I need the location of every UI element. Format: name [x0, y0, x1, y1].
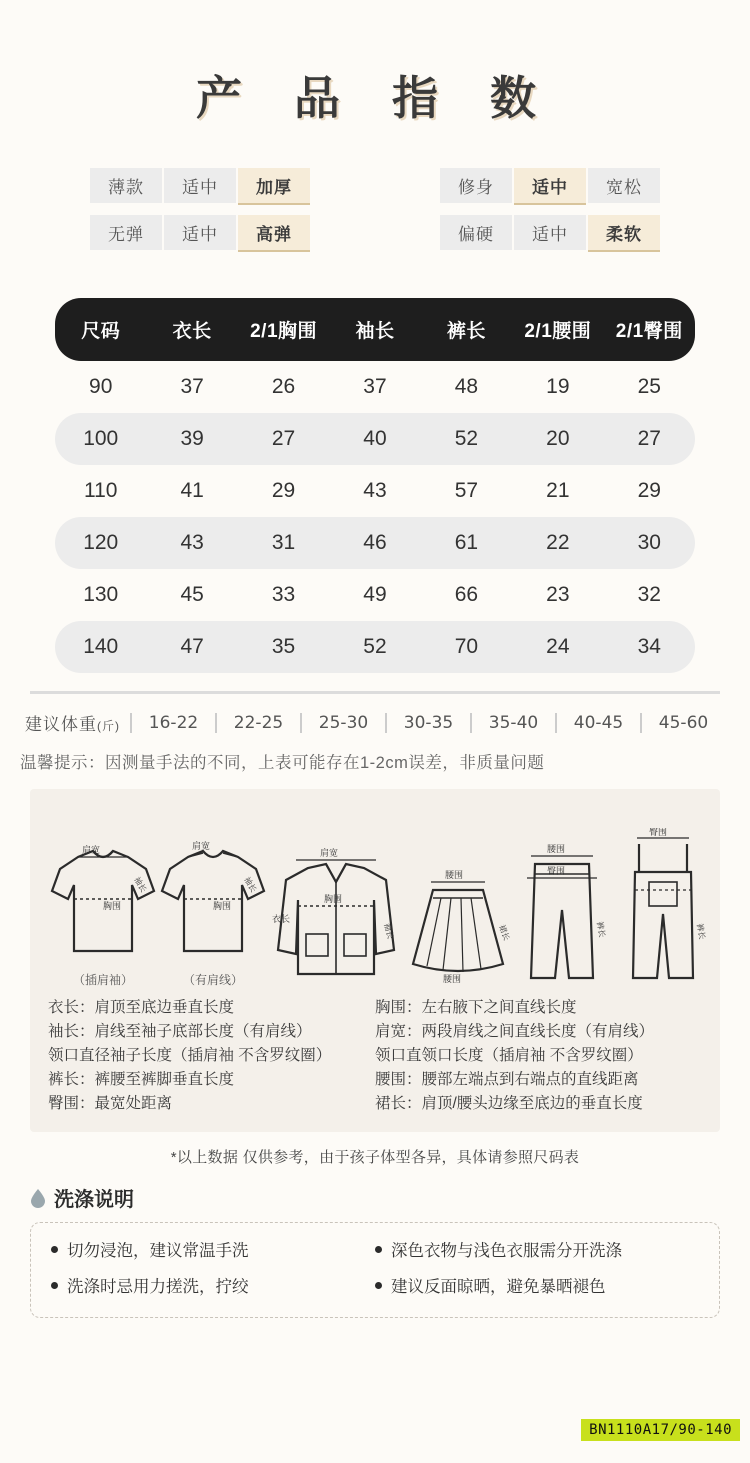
legend-item: 袖长：肩线至袖子底部长度（有肩线） — [48, 1023, 312, 1041]
figure-caption-seam: （有肩线） — [182, 973, 243, 987]
legend-column-right — [375, 996, 702, 1116]
cell-hip: 34 — [604, 621, 695, 673]
col-header-sleeve: 袖长 — [329, 298, 420, 361]
cell-chest: 27 — [238, 413, 329, 465]
index-option-regular-fit[interactable]: 适中 — [514, 168, 586, 203]
wash-column-right — [375, 1237, 699, 1299]
figure-skirt — [403, 848, 513, 988]
svg-text:臀围: 臀围 — [649, 828, 668, 838]
figure-overalls — [613, 828, 713, 988]
disclaimer-note: *以上数据 仅供参考，由于孩子体型各异，具体请参照尺码表 — [170, 1149, 580, 1167]
cell-waist: 24 — [512, 621, 603, 673]
table-row — [55, 621, 695, 673]
recommended-weight-row — [25, 710, 725, 735]
measurement-diagram-panel — [30, 789, 720, 1132]
size-chart-body — [55, 361, 695, 673]
svg-text:袖长: 袖长 — [242, 875, 259, 894]
svg-text:衣长: 衣长 — [272, 915, 291, 925]
cell-sleeve: 43 — [363, 479, 387, 502]
cell-sleeve: 37 — [363, 375, 387, 398]
skirt-icon — [403, 848, 513, 988]
cell-waist: 22 — [512, 517, 603, 569]
bullet-icon — [51, 1282, 58, 1289]
figure-tshirt-seam — [158, 829, 268, 988]
index-option-medium-elastic[interactable]: 适中 — [164, 215, 236, 250]
cell-chest: 26 — [271, 375, 296, 398]
weight-value: 25-30 — [300, 713, 385, 733]
wash-item — [375, 1273, 699, 1297]
cell-length: 39 — [146, 413, 237, 465]
cell-length: 41 — [180, 479, 204, 502]
table-row — [55, 361, 695, 413]
weight-value: 40-45 — [555, 713, 640, 733]
cell-sleeve: 49 — [363, 583, 387, 606]
col-header-length: 衣长 — [146, 298, 237, 361]
index-option-high-elastic[interactable]: 高弹 — [238, 215, 310, 250]
weight-label-text: 建议体重 — [25, 715, 97, 734]
svg-text:裙长: 裙长 — [497, 923, 512, 942]
svg-text:胸围: 胸围 — [213, 902, 232, 912]
col-header-half-chest: 2/1胸围 — [238, 298, 329, 361]
svg-text:胸围: 胸围 — [324, 895, 343, 905]
weight-value: 16-22 — [130, 713, 215, 733]
col-header-half-hip: 2/1臀围 — [604, 298, 695, 361]
wash-care-title: 洗涤说明 — [54, 1189, 134, 1212]
index-row-softness — [405, 215, 695, 250]
figure-caption-raglan: （插肩袖） — [72, 973, 133, 987]
cell-hip: 25 — [637, 375, 661, 398]
weight-value: 35-40 — [470, 713, 555, 733]
size-chart-table — [55, 298, 695, 673]
recommended-weight-label — [25, 710, 130, 735]
table-row — [55, 465, 695, 517]
legend-column-left — [48, 996, 375, 1116]
table-row — [55, 413, 695, 465]
svg-text:腰围: 腰围 — [445, 871, 464, 881]
legend-item: 臀围：最宽处距离 — [48, 1095, 173, 1113]
svg-text:肩宽: 肩宽 — [82, 846, 101, 856]
cell-chest: 31 — [238, 517, 329, 569]
legend-item: 裙长：肩顶/腰头边缘至底边的垂直长度 — [375, 1095, 643, 1113]
cell-chest: 35 — [238, 621, 329, 673]
cell-pants: 52 — [421, 413, 512, 465]
wash-item-text: 切勿浸泡，建议常温手洗 — [67, 1242, 249, 1261]
wash-item — [51, 1237, 375, 1261]
cell-pants: 66 — [454, 583, 479, 606]
bullet-icon — [51, 1246, 58, 1253]
weight-value: 30-35 — [385, 713, 470, 733]
svg-text:肩宽: 肩宽 — [320, 849, 339, 859]
index-option-medium-soft[interactable]: 适中 — [514, 215, 586, 250]
wash-item — [375, 1237, 699, 1261]
wash-item-text: 建议反面晾晒，避免暴晒褪色 — [391, 1278, 606, 1297]
figure-pants — [513, 838, 613, 988]
weight-value: 22-25 — [215, 713, 300, 733]
overalls-icon — [613, 828, 713, 988]
product-code-badge: BN1110A17/90-140 — [581, 1419, 740, 1441]
svg-text:胸围: 胸围 — [103, 902, 122, 912]
cell-hip: 27 — [604, 413, 695, 465]
cell-length: 43 — [146, 517, 237, 569]
cell-pants: 70 — [421, 621, 512, 673]
wash-item-text: 洗涤时忌用力搓洗，拧绞 — [67, 1278, 249, 1297]
legend-item: 胸围：左右腋下之间直线长度 — [375, 999, 577, 1016]
index-option-loose[interactable]: 宽松 — [588, 168, 660, 203]
cell-waist: 19 — [546, 375, 570, 398]
pants-icon — [513, 838, 613, 988]
svg-text:袖长: 袖长 — [132, 875, 149, 894]
index-row-fit — [405, 168, 695, 203]
cell-waist: 23 — [546, 583, 570, 606]
legend-item: 裤长：裤腰至裤脚垂直长度 — [48, 1071, 235, 1089]
cell-size: 90 — [89, 375, 113, 398]
legend-item: 领口直径袖子长度（插肩袖 不含罗纹圈） — [48, 1047, 332, 1065]
cell-size: 120 — [55, 517, 146, 569]
legend-item: 衣长：肩顶至底边垂直长度 — [48, 999, 235, 1016]
divider — [30, 691, 720, 694]
index-option-noelastic[interactable]: 无弹 — [90, 215, 162, 250]
legend-item: 肩宽：两段肩线之间直线长度（有肩线） — [375, 1023, 655, 1041]
index-row-elasticity — [55, 215, 345, 250]
cell-hip: 29 — [637, 479, 661, 502]
cell-length: 37 — [180, 375, 204, 398]
index-row-thickness — [55, 168, 345, 203]
cell-length: 47 — [146, 621, 237, 673]
cell-size: 140 — [55, 621, 146, 673]
cell-waist: 21 — [546, 479, 570, 502]
index-column-left — [55, 168, 345, 262]
svg-text:袖长: 袖长 — [382, 922, 395, 940]
garment-figures — [48, 803, 707, 988]
page-title: 产 品 指 数 — [195, 71, 555, 125]
bullet-icon — [375, 1246, 382, 1253]
measurement-tip: 温馨提示：因测量手法的不同，上表可能存在1-2cm误差，非质量问题 — [20, 754, 545, 772]
cell-pants: 57 — [454, 479, 479, 502]
index-option-slim[interactable]: 修身 — [440, 168, 512, 203]
index-option-thick[interactable]: 加厚 — [238, 168, 310, 203]
wash-item — [51, 1273, 375, 1297]
cell-pants: 61 — [421, 517, 512, 569]
col-header-size: 尺码 — [55, 298, 146, 361]
cell-pants: 48 — [454, 375, 479, 398]
wash-care-box — [30, 1222, 720, 1318]
cell-hip: 32 — [637, 583, 661, 606]
svg-text:腰围: 腰围 — [443, 975, 462, 985]
bullet-icon — [375, 1282, 382, 1289]
wash-item-text: 深色衣物与浅色衣服需分开洗涤 — [391, 1242, 622, 1261]
jacket-icon — [268, 838, 403, 988]
index-column-right — [405, 168, 695, 262]
wash-column-left — [51, 1237, 375, 1299]
svg-text:裤长: 裤长 — [595, 920, 607, 939]
col-header-half-waist: 2/1腰围 — [512, 298, 603, 361]
svg-text:臀围: 臀围 — [547, 867, 566, 877]
weight-unit: (斤) — [97, 719, 120, 733]
tshirt-raglan-icon — [48, 829, 158, 969]
cell-waist: 20 — [512, 413, 603, 465]
cell-size: 110 — [83, 479, 118, 502]
table-row — [55, 517, 695, 569]
cell-hip: 30 — [604, 517, 695, 569]
cell-chest: 33 — [271, 583, 296, 606]
index-option-stiff[interactable]: 偏硬 — [440, 215, 512, 250]
wash-care-heading — [30, 1183, 720, 1212]
weight-value: 45-60 — [640, 713, 725, 733]
index-option-medium[interactable]: 适中 — [164, 168, 236, 203]
table-row — [55, 569, 695, 621]
legend-item: 领口直领口长度（插肩袖 不含罗纹圈） — [375, 1047, 643, 1065]
cell-sleeve: 40 — [329, 413, 420, 465]
index-option-soft[interactable]: 柔软 — [588, 215, 660, 250]
svg-text:肩宽: 肩宽 — [192, 842, 211, 852]
legend-item: 腰围：腰部左端点到右端点的直线距离 — [375, 1071, 639, 1089]
cell-sleeve: 46 — [329, 517, 420, 569]
svg-text:裤长: 裤长 — [695, 922, 707, 941]
measurement-legend — [48, 996, 702, 1116]
svg-text:腰围: 腰围 — [547, 845, 566, 855]
col-header-pants-length: 裤长 — [421, 298, 512, 361]
size-chart-header — [55, 298, 695, 361]
cell-chest: 29 — [271, 479, 296, 502]
tshirt-seam-icon — [158, 829, 268, 969]
figure-tshirt-raglan — [48, 829, 158, 988]
water-drop-icon — [30, 1188, 46, 1208]
product-index-section — [55, 168, 695, 262]
cell-size: 100 — [55, 413, 146, 465]
cell-length: 45 — [180, 583, 204, 606]
cell-sleeve: 52 — [329, 621, 420, 673]
cell-size: 130 — [83, 583, 119, 606]
figure-jacket — [268, 838, 403, 988]
index-option-thin[interactable]: 薄款 — [90, 168, 162, 203]
table-header-row — [55, 298, 695, 361]
